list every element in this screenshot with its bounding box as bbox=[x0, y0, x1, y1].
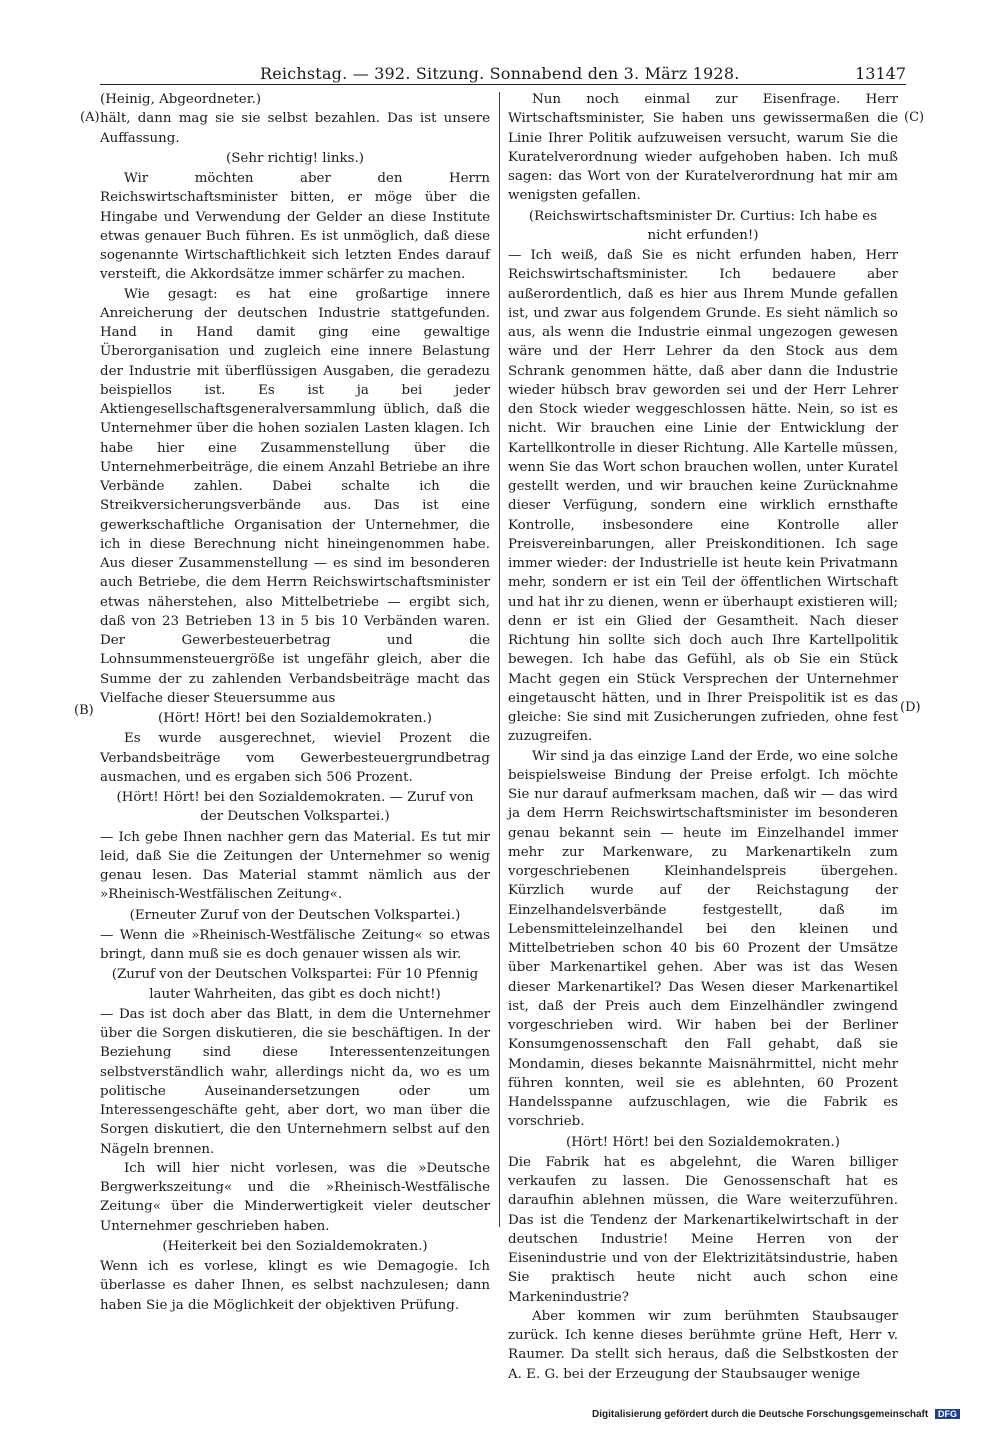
interjection: (Sehr richtig! links.) bbox=[226, 150, 364, 166]
page-number: 13147 bbox=[855, 64, 906, 83]
paragraph: Wenn ich es vorlese, klingt es wie Demagogie. Ich überlasse es daher Ihnen, es selbst nachzulesen; dann haben Sie ja die Möglichkeit der objektiven Prüfung. bbox=[100, 1259, 490, 1313]
paragraph: hält, dann mag sie sie selbst bezahlen. Das ist unsere Auffassung. bbox=[100, 111, 490, 146]
margin-marker-a: (A) bbox=[80, 110, 100, 125]
footer bbox=[592, 1409, 960, 1420]
paragraph: Die Fabrik hat es abgelehnt, die Waren billiger verkaufen zu lassen. Die Genossenschaft hat es daraufhin ablehnen müssen, die Ware weiterzuführen. Das ist die Tendenz der Markenartikelwirtschaft in der deutschen Industrie! Meine Herren von der Eisenindustrie und von der Elektrizitätsindustrie, haben Sie praktisch heute nicht auch schon eine Markenindustrie? bbox=[508, 1154, 898, 1305]
interjection: (Erneuter Zuruf von der Deutschen Volkspartei.) bbox=[129, 907, 461, 923]
paragraph: — Wenn die »Rheinisch-Westfälische Zeitung« so etwas bringt, dann muß sie es doch genauer wissen als wir. bbox=[100, 927, 490, 962]
footer-text: Digitalisierung gefördert durch die Deutsche Forschungsgemeinschaft bbox=[592, 1409, 929, 1420]
paragraph: Wie gesagt: es hat eine großartige innere Anreicherung der deutschen Industrie stattgefunden. Hand in Hand damit ging eine gewaltige Überorganisation und zugleich eine innere Belastung der Industrie mit überflüssigen Ausgaben, die geradezu beispiellos ist. Es ist ja bei jeder Aktiengesellschaftsgeneralversammlung üblich, daß die Unternehmer über die hohen sozialen Lasten klagen. Ich habe hier eine Zusammenstellung über die Unternehmerbeiträge, die einem Anzahl Betriebe an ihre Verbände zahlen. Dabei schalte ich die Streikversicherungsverbände aus. Das ist eine gewerkschaftliche Organisation der Unternehmer, die ich in diese Berechnung nicht hineingenommen habe. Aus dieser Zusammenstellung — es sind im besonderen auch Betriebe, die dem Herrn Reichswirtschaftsminister etwas näherstehen, also Mittelbetriebe — ergibt sich, daß von 23 Betrieben 13 in 5 bis 10 Verbänden waren. Der Gewerbesteuerbetrag und die Lohnsummensteuergröße ist ungefähr gleich, aber die Summe der zu zahlenden Verbandsbeiträge macht das Vielfache dieser Steuersumme aus bbox=[100, 286, 490, 706]
right-column bbox=[508, 90, 898, 1384]
paragraph: Nun noch einmal zur Eisenfrage. Herr Wirtschaftsminister, Sie haben uns gewissermaßen die Linie Ihrer Politik aufzuweisen versucht, warum Sie die Kuratelverordnung wieder aufgehoben haben. Ich muß sagen: das Wort von der Kuratelverordnung hat mir am wenigsten gefallen. bbox=[508, 92, 898, 204]
interjection: (Hört! Hört! bei den Sozialdemokraten.) bbox=[566, 1134, 840, 1150]
interjection: (Hört! Hört! bei den Sozialdemokraten.) bbox=[158, 711, 432, 726]
interjection: (Zuruf von der Deutschen Volkspartei: Für 10 Pfennig lauter Wahrheiten, das gibt es doch nicht!) bbox=[111, 967, 479, 1002]
left-column bbox=[100, 90, 490, 1315]
interjection: (Hört! Hört! bei den Sozialdemokraten. — Zuruf von der Deutschen Volkspartei.) bbox=[116, 790, 474, 825]
paragraph: — Ich gebe Ihnen nachher gern das Material. Es tut mir leid, daß Sie die Zeitungen der Unternehmer so wenig genau lesen. Das Material stammt nämlich aus der »Rheinisch-Westfälischen Zeitung«. bbox=[100, 829, 490, 903]
header-title: Reichstag. — 392. Sitzung. Sonnabend den 3. März 1928. bbox=[260, 64, 740, 83]
margin-marker-c: (C) bbox=[904, 110, 925, 125]
paragraph: Aber kommen wir zum berühmten Staubsauger zurück. Ich kenne dieses berühmte grüne Heft, Herr v. Raumer. Da stellt sich heraus, daß die Selbstkosten der A. E. G. bei der Erzeugung der Staubsauger wenige bbox=[508, 1308, 898, 1382]
speaker-label: (Heinig, Abgeordneter.) bbox=[100, 92, 262, 107]
column-divider bbox=[499, 92, 500, 1227]
paragraph: Wir möchten aber den Herrn Reichswirtschaftsminister bitten, er möge über die Hingabe und Verwendung der Gelder an diese Institute etwas genauer Buch führen. Es ist unmöglich, daß diese sogenannte Wirtschaftlichkeit sich letzten Endes darauf versteift, die Akkordsätze immer schärfer zu machen. bbox=[100, 171, 490, 283]
dfg-logo: DFG bbox=[935, 1409, 960, 1419]
paragraph: Es wurde ausgerechnet, wieviel Prozent die Verbandsbeiträge vom Gewerbesteuergrundbetrag ausmachen, und es ergaben sich 506 Prozent. bbox=[100, 731, 490, 785]
paragraph: Wir sind ja das einzige Land der Erde, wo eine solche beispielsweise Bindung der Preise erfolgt. Ich möchte Sie nur darauf aufmerksam machen, daß wir — das wird ja dem Herrn Reichswirtschaftsminister im besonderen genau bekannt sein — heute im Einzelhandel immer mehr zur Markenware, zu Markenartikeln zum vorgeschriebenen Kleinhandelspreis übergehen. Kürzlich wurde auf der Reichstagung der Einzelhandelsverbände festgestellt, daß im Lebensmitteleinzelhandel bei den kleinen und Mittelbetrieben schon 40 bis 60 Prozent der Umsätze über Markenartikel gehen. Aber was ist das Wesen dieser Markenartikel? Das Wesen dieser Markenartikel ist, daß der Preis auch dem Einzelhändler zwingend vorgeschrieben wird. Wir haben bei der Berliner Konsumgenossenschaft den Fall gehabt, daß sie Mondamin, dieses bekannte Maisnährmittel, nicht mehr führen konnten, weil sie es ablehnten, 60 Prozent Handelsspanne aufzuschlagen, wie die Fabrik es vorschrieb. bbox=[508, 748, 898, 1130]
interjection: (Reichswirtschaftsminister Dr. Curtius: Ich habe es nicht erfunden!) bbox=[528, 208, 878, 243]
paragraph: — Das ist doch aber das Blatt, in dem die Unternehmer über die Sorgen diskutieren, die sie beschäftigen. In der Beziehung sind diese Interessentenzeitungen selbstverständlich wahr, allerdings nicht da, wo es um politische Auseinandersetzungen oder um Interessengeschäfte geht, aber dort, wo man über die Sorgen diskutiert, die den Unternehmern selbst auf den Nägeln brennen. bbox=[100, 1006, 490, 1157]
paragraph: — Ich weiß, daß Sie es nicht erfunden haben, Herr Reichswirtschaftsminister. Ich bedauere aber außerordentlich, daß es hier aus Ihrem Munde gefallen ist, und zwar aus folgendem Grunde. Es sieht nämlich so aus, als wenn die Industrie einmal ungezogen gewesen wäre und der Herr Lehrer da den Stock aus dem Schrank genommen hätte, daß aber dann die Industrie wieder hübsch brav geworden sei und der Herr Lehrer den Stock wieder weggeschlossen hätte. Nein, so ist es nicht. Wir brauchen eine Linie der Entwicklung der Kartellkontrolle in dieser Richtung. Alle Kartelle müssen, wenn Sie das Wort schon brauchen wollen, unter Kuratel gestellt werden, und wir brauchen keine Zurücknahme dieser Verfügung, sondern eine wirklich ernsthafte Kontrolle, insbesondere eine Kontrolle aller Preisvereinbarungen, aller Preiskonditionen. Ich sage immer wieder: der Industrielle ist heute kein Privatmann mehr, sondern er ist ein Teil der öffentlichen Wirtschaft und hat ihr zu dienen, wenn er überhaupt existieren will; denn er ist ein Glied der Gesamtheit. Nach dieser Richtung hin sollte sich doch auch Ihre Kartellpolitik bewegen. Ich habe das Gefühl, als ob Sie ein Stück Macht gegen ein Stück Versprechen der Unternehmer eingetauscht hätten, und in Ihrer Preispolitik ist es das gleiche: Sie sind mit Zusicherungen zufrieden, ohne fest zuzugreifen. bbox=[508, 248, 898, 745]
margin-marker-b: (B) bbox=[74, 703, 94, 718]
interjection: (Heiterkeit bei den Sozialdemokraten.) bbox=[162, 1238, 428, 1254]
paragraph: Ich will hier nicht vorlesen, was die »Deutsche Bergwerkszeitung« und die »Rheinisch-Westfälische Zeitung« über die Minderwertigkeit vieler deutscher Unternehmer geschrieben haben. bbox=[100, 1160, 490, 1234]
page-header bbox=[100, 62, 906, 85]
margin-marker-d: (D) bbox=[900, 700, 921, 715]
